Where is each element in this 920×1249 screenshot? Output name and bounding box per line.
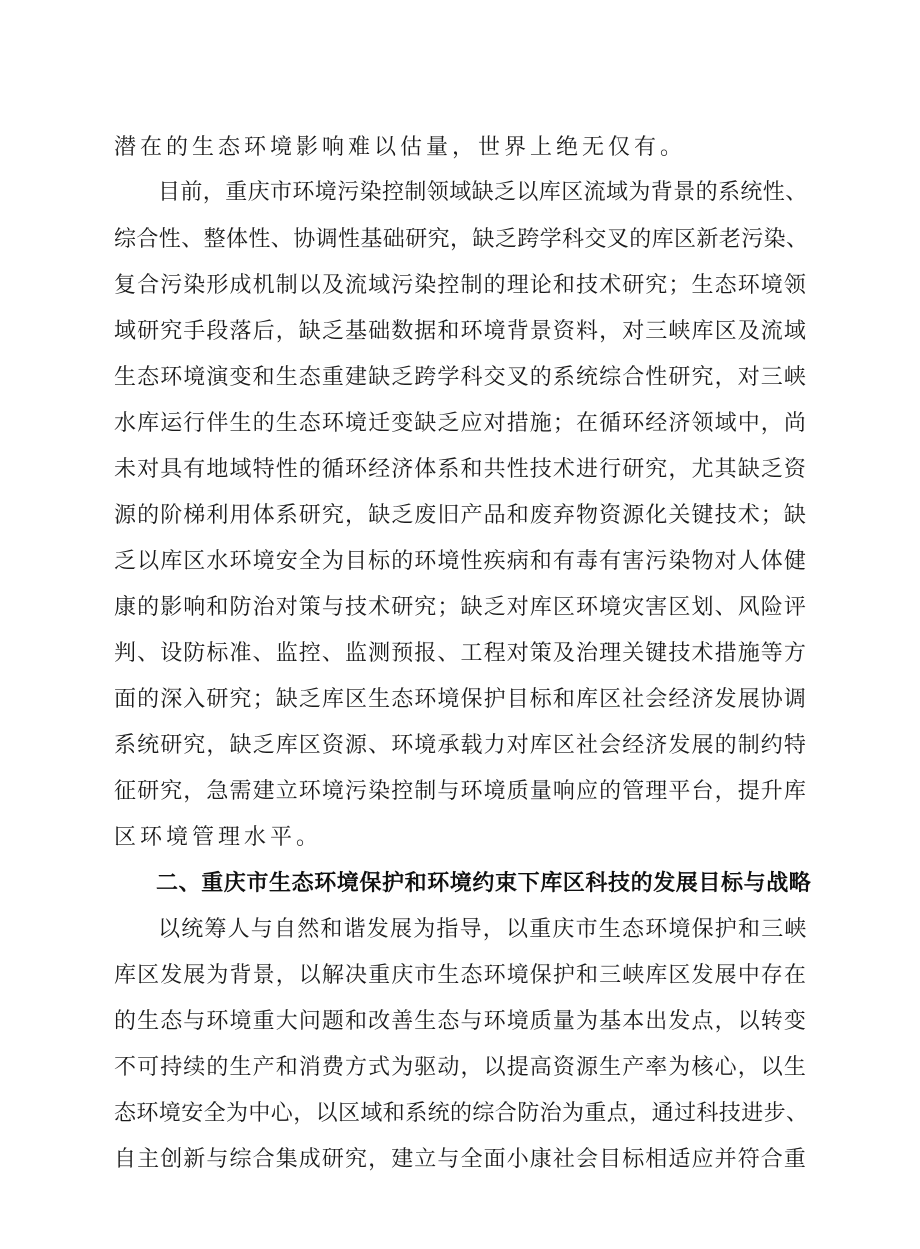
text-line: 态环境安全为中心，以区域和系统的综合防治为重点，通过科技进步、 <box>114 1101 809 1126</box>
text-line: 自主创新与综合集成研究，建立与全面小康社会目标相适应并符合重 <box>114 1147 808 1172</box>
text-line: 面的深入研究；缺乏库区生态环境保护目标和库区社会经济发展协调 <box>114 687 808 712</box>
text-line: 乏以库区水环境安全为目标的环境性疾病和有毒有害污染物对人体健 <box>114 549 808 574</box>
text-line: 区环境管理水平。 <box>114 825 323 850</box>
text-line: 征研究，急需建立环境污染控制与环境质量响应的管理平台，提升库 <box>114 779 808 804</box>
text-line: 潜在的生态环境影响难以估量，世界上绝无仅有。 <box>114 135 687 160</box>
text-line: 复合污染形成机制以及流域污染控制的理论和技术研究；生态环境领 <box>114 273 808 298</box>
text-line: 不可持续的生产和消费方式为驱动，以提高资源生产率为核心，以生 <box>114 1055 808 1080</box>
section-heading: 二、重庆市生态环境保护和环境约束下库区科技的发展目标与战略 <box>156 871 812 896</box>
text-line: 生态环境演变和生态重建缺乏跨学科交叉的系统综合性研究，对三峡 <box>114 365 808 390</box>
text-line: 未对具有地域特性的循环经济体系和共性技术进行研究，尤其缺乏资 <box>114 457 808 482</box>
text-line: 目前，重庆市环境污染控制领域缺乏以库区流域为背景的系统性、 <box>158 180 808 205</box>
text-line: 库区发展为背景，以解决重庆市生态环境保护和三峡库区发展中存在 <box>114 963 808 988</box>
text-line: 源的阶梯利用体系研究，缺乏废旧产品和废弃物资源化关键技术；缺 <box>114 503 808 528</box>
text-line: 判、设防标准、监控、监测预报、工程对策及治理关键技术措施等方 <box>114 641 808 666</box>
text-line: 以统筹人与自然和谐发展为指导，以重庆市生态环境保护和三峡 <box>158 917 808 942</box>
text-line: 的生态与环境重大问题和改善生态与环境质量为基本出发点，以转变 <box>114 1009 808 1034</box>
text-line: 康的影响和防治对策与技术研究；缺乏对库区环境灾害区划、风险评 <box>114 595 808 620</box>
text-line: 综合性、整体性、协调性基础研究，缺乏跨学科交叉的库区新老污染、 <box>114 227 809 252</box>
text-line: 系统研究，缺乏库区资源、环境承载力对库区社会经济发展的制约特 <box>114 733 808 758</box>
text-line: 水库运行伴生的生态环境迁变缺乏应对措施；在循环经济领域中，尚 <box>114 411 808 436</box>
text-line: 域研究手段落后，缺乏基础数据和环境背景资料，对三峡库区及流域 <box>114 319 808 344</box>
